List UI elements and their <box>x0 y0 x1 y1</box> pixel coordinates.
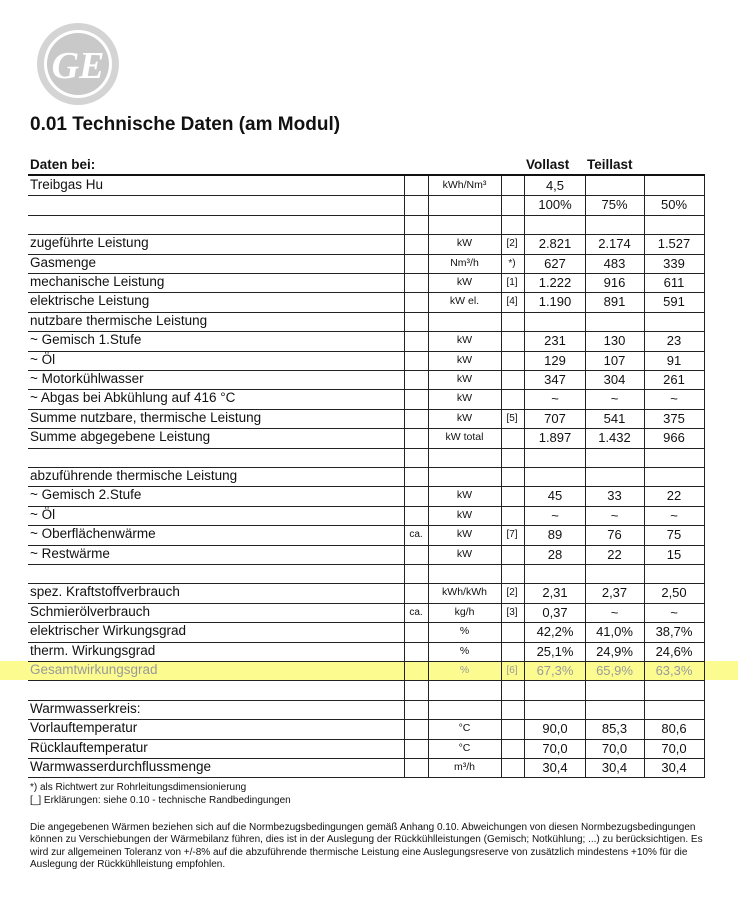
row-rule <box>28 564 705 565</box>
row-rule <box>28 351 705 352</box>
row-label: Summe abgegebene Leistung <box>30 429 211 445</box>
cell-v2: 70,0 <box>601 740 628 756</box>
cell-v1: ~ <box>551 391 559 407</box>
cell-v1: 89 <box>547 527 563 543</box>
cell-v3: 70,0 <box>661 740 687 756</box>
table-row <box>0 370 738 389</box>
table-row <box>0 603 738 622</box>
table-row <box>0 215 738 234</box>
row-rule <box>28 195 705 196</box>
row-rule <box>28 622 705 623</box>
cell-note: [1] <box>506 277 518 288</box>
cell-unit: kW <box>456 528 473 541</box>
cell-unit: m³/h <box>454 761 475 773</box>
cell-v2: ~ <box>610 391 619 407</box>
table-row <box>0 273 738 292</box>
cell-v1: 67,3% <box>536 663 574 678</box>
row-label: spez. Kraftstoffverbrauch <box>30 584 180 600</box>
cell-v1: 25,1% <box>536 643 574 659</box>
row-rule <box>28 370 705 371</box>
cell-v1: 28 <box>547 546 563 562</box>
cell-note: [3] <box>506 606 518 618</box>
cell-v3: 339 <box>663 255 685 271</box>
table-row <box>0 739 738 758</box>
cell-v3: 966 <box>663 430 685 446</box>
page-title: 0.01 Technische Daten (am Modul) <box>30 114 341 135</box>
footnote-erklaerungen: [_] Erklärungen: siehe 0.10 - technische Randbedingungen <box>30 795 291 806</box>
column-rule <box>404 176 405 777</box>
cell-note: [4] <box>506 296 518 308</box>
cell-unit: kg/h <box>454 605 475 618</box>
cell-v2: 483 <box>603 255 626 271</box>
cell-unit: kWh/Nm³ <box>442 179 487 191</box>
cell-v2: 304 <box>603 372 626 387</box>
cell-v3: 24,6% <box>655 643 693 659</box>
ge-logo-text: GE <box>51 45 105 87</box>
row-label: ~ Gemisch 2.Stufe <box>30 487 142 503</box>
row-rule <box>28 292 705 293</box>
cell-v2: 22 <box>607 546 622 562</box>
column-rule <box>704 176 705 777</box>
cell-note: *) <box>508 257 516 269</box>
table-row <box>0 409 738 428</box>
row-label: ~ Öl <box>30 351 56 367</box>
cell-unit: kW total <box>445 431 484 444</box>
ge-logo <box>36 22 120 106</box>
row-label: ~ Restwärme <box>30 545 110 561</box>
cell-unit: % <box>459 625 470 638</box>
cell-v3: 591 <box>663 294 685 310</box>
row-label: therm. Wirkungsgrad <box>30 642 156 658</box>
table-row <box>0 661 738 680</box>
table-row <box>0 234 738 253</box>
table-row <box>0 312 738 331</box>
table-row <box>0 389 738 408</box>
row-rule <box>28 273 705 274</box>
cell-v2: 33 <box>607 488 622 504</box>
header-teillast: Teillast <box>587 157 633 172</box>
table-row <box>0 195 738 214</box>
cell-v3: ~ <box>670 391 678 407</box>
row-rule <box>28 680 705 681</box>
cell-v3: 261 <box>663 372 685 387</box>
row-rule <box>28 642 705 643</box>
row-label: Warmwasserkreis: <box>30 700 141 716</box>
cell-note: [2] <box>506 587 518 599</box>
cell-v1: 42,2% <box>536 624 574 640</box>
row-label: ~ Gemisch 1.Stufe <box>30 332 142 348</box>
table-row <box>0 506 738 525</box>
cell-v3: 15 <box>666 546 682 562</box>
cell-v2: 891 <box>603 294 626 310</box>
table-row <box>0 564 738 583</box>
cell-v3: 23 <box>666 333 682 349</box>
cell-unit: °C <box>458 722 471 735</box>
cell-v1: 2,31 <box>542 585 568 601</box>
cell-v1: 4,5 <box>545 178 565 193</box>
row-rule <box>28 448 705 449</box>
cell-v2: 2.174 <box>598 236 631 252</box>
cell-v1: 100% <box>538 197 572 213</box>
cell-v1: 45 <box>547 488 563 504</box>
cell-note: [7] <box>506 529 518 541</box>
cell-v3: 91 <box>666 352 682 368</box>
row-rule <box>28 486 705 487</box>
row-rule <box>28 777 705 778</box>
table-row <box>0 176 738 195</box>
row-label: abzuführende thermische Leistung <box>30 468 238 483</box>
table-row <box>0 525 738 544</box>
cell-ca: ca. <box>409 529 423 541</box>
cell-v2: 75% <box>601 197 628 213</box>
cell-v3: 1.527 <box>657 236 691 252</box>
cell-v3: ~ <box>670 507 678 523</box>
table-row <box>0 700 738 719</box>
cell-v1: 30,4 <box>542 760 568 775</box>
cell-unit: °C <box>458 741 471 754</box>
row-rule <box>28 409 705 410</box>
row-rule <box>28 234 705 235</box>
cell-v3: 30,4 <box>661 760 687 775</box>
row-label: nutzbare thermische Leistung <box>30 312 208 328</box>
row-rule <box>28 506 705 507</box>
row-rule <box>28 739 705 740</box>
row-label: zugeführte Leistung <box>30 235 149 251</box>
cell-unit: kW <box>456 334 473 347</box>
row-rule <box>28 389 705 390</box>
table-row <box>0 331 738 350</box>
cell-v2: 76 <box>607 527 622 543</box>
table-row <box>0 486 738 505</box>
cell-unit: kW <box>456 276 473 288</box>
row-label: Gasmenge <box>30 254 97 270</box>
cell-v2: 30,4 <box>601 760 628 775</box>
cell-unit: kW <box>456 547 473 560</box>
row-label: elektrische Leistung <box>30 293 150 309</box>
table-row <box>0 467 738 486</box>
header-vollast: Vollast <box>526 157 570 172</box>
table-row <box>0 719 738 738</box>
row-rule <box>28 603 705 604</box>
cell-v2: 916 <box>603 275 626 290</box>
cell-v2: ~ <box>610 507 619 523</box>
remarks-paragraph: Die angegebenen Wärmen beziehen sich auf die Normbezugsbedingungen gemäß Anhang 0.10. Abweichungen von diesen Normbezugsbedingungen können zu Verschiebungen der Wärmebilanz führen, dies ist in der Auslegung der Rückkühlleistungen (Gemisch; Notkühlung; ...) zu berücksichtigen. Es wird zur allgemeinen Toleranz von +/-8% auf die abzuführende thermische Leistung eine Auslegungsreserve von zusätzlich mindestens +10% für die Auslegung der Rückkühlleistung empfohlen. <box>30 822 703 871</box>
cell-unit: Nm³/h <box>450 256 479 269</box>
cell-v1: 1.222 <box>538 275 572 290</box>
cell-v3: 50% <box>660 197 688 213</box>
cell-v1: 1.897 <box>538 430 572 446</box>
cell-v2: 24,9% <box>596 643 633 659</box>
cell-v3: ~ <box>670 604 678 620</box>
cell-v2: 541 <box>603 410 626 426</box>
cell-note: [6] <box>506 665 518 676</box>
table-row <box>0 254 738 273</box>
column-rule <box>428 176 429 777</box>
row-label: elektrischer Wirkungsgrad <box>30 623 187 639</box>
cell-v2: 130 <box>603 333 626 349</box>
cell-v3: 75 <box>666 527 682 543</box>
cell-v3: 80,6 <box>661 721 687 737</box>
cell-v3: 63,3% <box>655 663 693 678</box>
cell-v1: 347 <box>544 372 566 387</box>
cell-unit: kW <box>456 411 473 424</box>
cell-unit: kWh/kWh <box>442 586 487 599</box>
cell-v2: 1.432 <box>598 430 631 446</box>
cell-unit: kW el. <box>449 295 480 308</box>
cell-unit: kW <box>456 508 473 521</box>
cell-v1: 707 <box>544 410 566 426</box>
cell-unit: % <box>459 644 470 657</box>
row-label: ~ Oberflächenwärme <box>30 526 156 542</box>
cell-v1: 1.190 <box>538 294 572 310</box>
row-label: ~ Motorkühlwasser <box>30 371 144 386</box>
column-rule <box>644 176 645 777</box>
cell-v1: 231 <box>544 333 566 349</box>
table-row <box>0 545 738 564</box>
table-row <box>0 448 738 467</box>
cell-v1: 2.821 <box>538 236 572 252</box>
cell-v2: 41,0% <box>596 624 633 640</box>
row-rule <box>28 758 705 759</box>
column-rule <box>524 176 525 777</box>
cell-note: [2] <box>506 238 518 250</box>
cell-unit: kW <box>456 392 473 405</box>
cell-v1: 129 <box>544 352 566 368</box>
row-rule <box>28 215 705 216</box>
cell-v2: ~ <box>610 604 619 620</box>
cell-unit: % <box>459 664 470 676</box>
row-label: Schmierölverbrauch <box>30 603 151 619</box>
row-label: ~ Öl <box>30 506 56 522</box>
cell-v3: 2,50 <box>661 585 687 601</box>
cell-v3: 611 <box>663 275 685 290</box>
cell-v3: 375 <box>663 410 685 426</box>
cell-v2: 107 <box>603 352 626 368</box>
cell-ca: ca. <box>409 606 423 618</box>
row-label: Rücklauftemperatur <box>30 739 148 755</box>
row-label: Warmwasserdurchflussmenge <box>30 759 212 774</box>
row-rule <box>28 545 705 546</box>
row-rule <box>28 428 705 429</box>
row-rule <box>28 719 705 720</box>
table-row <box>0 292 738 311</box>
cell-v1: 627 <box>544 255 566 271</box>
cell-v3: 38,7% <box>655 624 693 640</box>
table-row <box>0 428 738 447</box>
table-row <box>0 642 738 661</box>
cell-v1: 70,0 <box>542 740 568 756</box>
cell-note: [5] <box>506 412 518 424</box>
cell-v3: 22 <box>666 488 682 504</box>
row-rule <box>28 331 705 332</box>
row-label: ~ Abgas bei Abkühlung auf 416 °C <box>30 390 236 406</box>
column-rule <box>585 176 586 777</box>
table-row <box>0 680 738 699</box>
table-row <box>0 622 738 641</box>
cell-unit: kW <box>456 237 473 250</box>
cell-unit: kW <box>456 373 473 385</box>
row-rule <box>28 254 705 255</box>
cell-unit: kW <box>456 489 473 502</box>
cell-unit: kW <box>456 353 473 366</box>
row-rule <box>28 525 705 526</box>
footnote-rohrleitung: *) als Richtwert zur Rohrleitungsdimensionierung <box>30 782 247 793</box>
cell-v1: 90,0 <box>542 721 568 737</box>
cell-v1: 0,37 <box>542 604 568 620</box>
row-label: Gesamtwirkungsgrad <box>30 662 158 677</box>
row-label: mechanische Leistung <box>30 274 165 289</box>
cell-v2: 85,3 <box>601 721 628 737</box>
row-rule <box>28 661 705 662</box>
row-rule <box>28 700 705 701</box>
table-row <box>0 758 738 777</box>
row-label: Vorlauftemperatur <box>30 720 138 736</box>
cell-v2: 2,37 <box>601 585 628 601</box>
table-row <box>0 583 738 602</box>
cell-v1: ~ <box>551 507 559 523</box>
header-label: Daten bei: <box>30 157 96 172</box>
column-rule <box>501 176 502 777</box>
row-label: Treibgas Hu <box>30 177 104 192</box>
row-label: Summe nutzbare, thermische Leistung <box>30 409 262 425</box>
row-rule <box>28 583 705 584</box>
cell-v2: 65,9% <box>596 663 633 678</box>
row-rule <box>28 467 705 468</box>
table-row <box>0 351 738 370</box>
row-rule <box>28 312 705 313</box>
